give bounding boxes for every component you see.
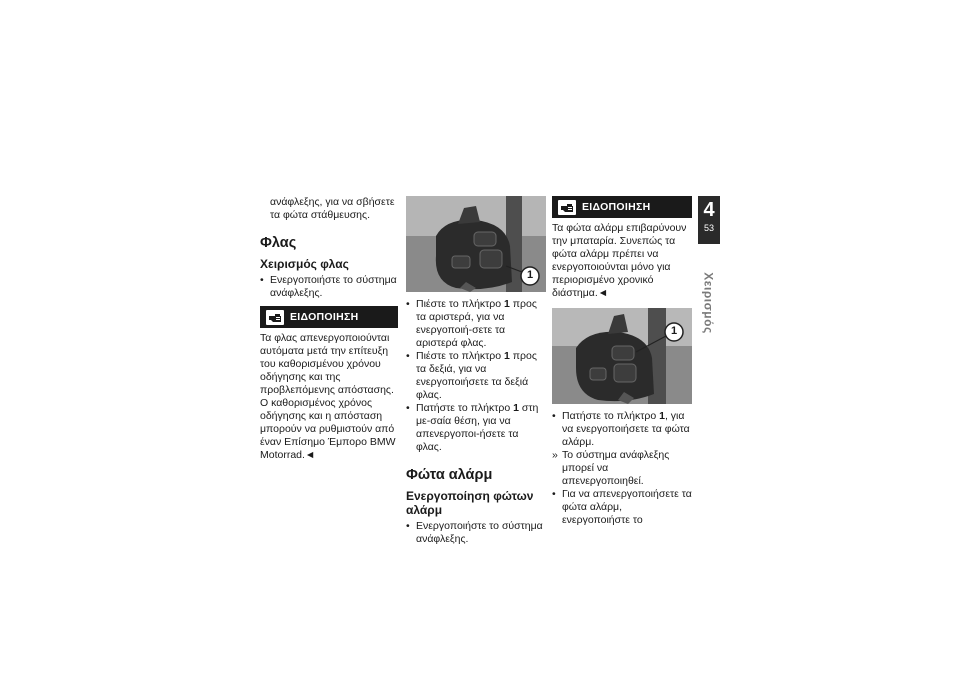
step-text: προς τα δεξιά, για να ενεργοποιήσετε τα δεξιά φλας. <box>416 350 537 401</box>
column-middle <box>406 196 546 546</box>
handlebar-switch-photo <box>406 196 546 292</box>
notice-banner-2 <box>552 196 692 218</box>
result-ignition-off: » Το σύστημα ανάφλεξης μπορεί να απενεργοποιηθεί. <box>552 449 692 488</box>
step-left-indicator <box>406 298 546 350</box>
step-indicator-off <box>406 402 546 454</box>
notice-label: ΕΙΔΟΠΟΙΗΣΗ <box>290 310 359 323</box>
key-ref: 1 <box>504 298 510 310</box>
step-text: στη με-σαία θέση, για να απενεργοποι-ήσετε τα φλας. <box>416 402 539 453</box>
notice-hand-icon <box>558 200 576 215</box>
key-ref: 1 <box>513 402 519 414</box>
page-number: 53 <box>703 223 714 233</box>
photo-callout-1: 1 <box>526 269 534 281</box>
step-press-hazard <box>552 410 692 449</box>
step-ignition-on: • Ενεργοποιήστε το σύστημα ανάφλεξης. <box>260 274 398 300</box>
chapter-side-label <box>698 268 720 338</box>
notice-text: Τα φλας απενεργοποιούνται αυτόματα μετά την επίτευξη του καθορισμένου χρόνου οδήγησης και της προβλεπόμενης απόστασης. Ο καθορισμένος χρόνος οδήγησης και η απόσταση μπορούν να ρυθμιστούν από έναν Επίσημο Έμπορο BMW Motorrad.◄ <box>260 332 396 461</box>
column-right <box>552 196 692 527</box>
subheading-operate-indicators: Χειρισμός φλας <box>260 257 349 271</box>
step-text: Πιέστε το πλήκτρο <box>416 298 505 310</box>
notice-label: ΕΙΔΟΠΟΙΗΣΗ <box>582 200 651 213</box>
notice-hand-icon <box>266 310 284 325</box>
notice-banner <box>260 306 398 328</box>
step-text: Πιέστε το πλήκτρο <box>416 350 505 362</box>
step-text: Πατήστε το πλήκτρο <box>416 402 514 414</box>
photo-callout-1: 1 <box>670 325 678 337</box>
chapter-marker <box>698 196 720 244</box>
hazard-switch-photo <box>552 308 692 404</box>
intro-text: ανάφλεξης, για να σβήσετε τα φώτα στάθμευσης. <box>270 196 395 221</box>
step-deactivate-hazard: • Για να απενεργοποιήσετε τα φώτα αλάρμ, ενεργοποιήστε το <box>552 488 692 527</box>
section-heading-indicators: Φλας <box>260 235 297 251</box>
column-left <box>260 196 398 462</box>
chapter-number: 4 <box>703 199 715 221</box>
step-text: , για να ενεργοποιήσετε τα φώτα αλάρμ. <box>562 410 690 448</box>
step-text: Πατήστε το πλήκτρο <box>562 410 660 422</box>
notice-text-2: Τα φώτα αλάρμ επιβαρύνουν την μπαταρία. Συνεπώς τα φώτα αλάρμ πρέπει να ενεργοποιούνται μόνο για περιορισμένο χρονικό διάστημα.◄ <box>552 222 687 299</box>
chapter-title: Χειρισμός <box>702 272 717 334</box>
key-ref: 1 <box>659 410 665 422</box>
step-ignition-on-2: • Ενεργοποιήστε το σύστημα ανάφλεξης. <box>406 520 546 546</box>
key-ref: 1 <box>504 350 510 362</box>
subheading-activate-hazard: Ενεργοποίηση φώτων αλάρμ <box>406 489 534 517</box>
section-heading-hazard: Φώτα αλάρμ <box>406 467 493 483</box>
step-text: προς τα αριστερά, για να ενεργοποιή-σετε τα αριστερά φλας. <box>416 298 537 349</box>
step-right-indicator <box>406 350 546 402</box>
